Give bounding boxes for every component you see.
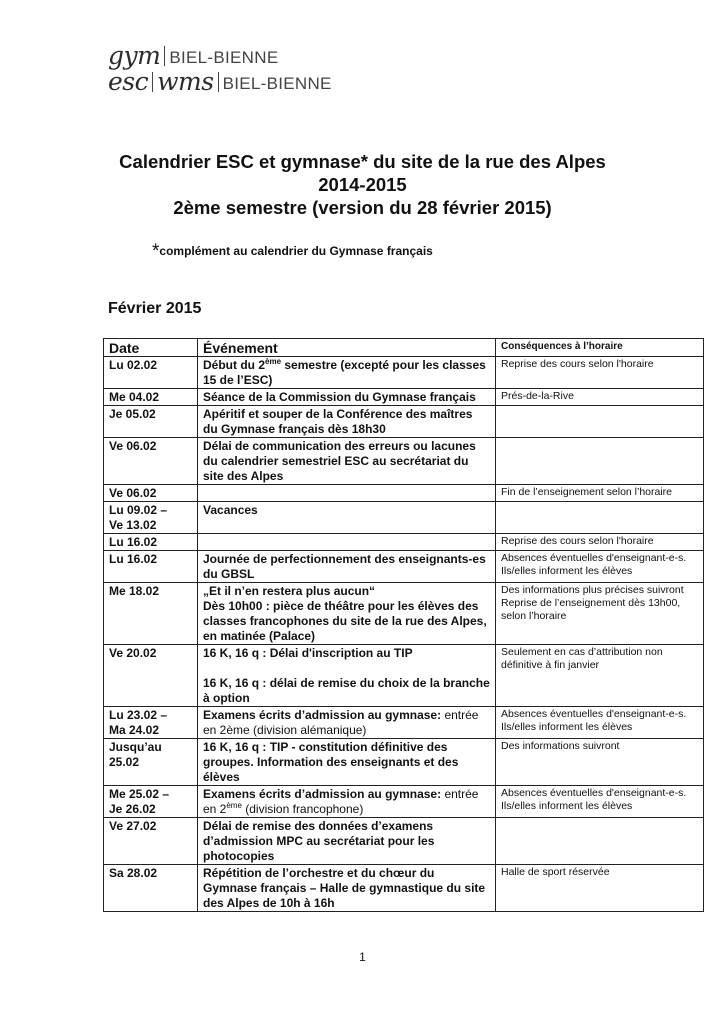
consequence-cell: Absences éventuelles d'enseignant-e-s. Ils/elles informent les élèves [496, 551, 704, 583]
consequence-cell [496, 438, 704, 485]
date-cell: Ve 20.02 [104, 645, 198, 707]
table-row [104, 645, 704, 707]
event-cell: Délai de remise des données d’examens d’admission MPC au secrétariat pour les photocopies [198, 818, 496, 865]
calendar-table [103, 338, 704, 912]
date-cell: Me 04.02 [104, 389, 198, 406]
consequence-cell: Des informations plus précises suivront Reprise de l’enseignement dès 13h00, selon l’horaire [496, 583, 704, 645]
logo-gym-script: gym [108, 41, 161, 70]
date-cell: Lu 16.02 [104, 551, 198, 583]
footnote-text: complément au calendrier du Gymnase français [159, 244, 433, 258]
event-cell [198, 534, 496, 551]
date-cell: Me 25.02 – Je 26.02 [104, 786, 198, 818]
school-logo [108, 42, 332, 94]
month-heading: Février 2015 [108, 300, 202, 317]
logo-gym-text: BIEL-BIENNE [169, 48, 279, 67]
table-row [104, 865, 704, 912]
date-cell: Lu 16.02 [104, 534, 198, 551]
table-header-row [104, 339, 704, 357]
consequence-cell: Reprise des cours selon l'horaire [496, 357, 704, 389]
header-consequences: Conséquences à l’horaire [496, 339, 704, 357]
event-cell: Journée de perfectionnement des enseignants-es du GBSL [198, 551, 496, 583]
table-row [104, 739, 704, 786]
event-cell: Examens écrits d’admission au gymnase: entrée en 2ème (division alémanique) [198, 707, 496, 739]
event-cell: Examens écrits d’admission au gymnase: entrée en 2ème (division francophone) [198, 786, 496, 818]
consequence-cell: Reprise des cours selon l'horaire [496, 534, 704, 551]
table-row [104, 438, 704, 485]
footnote-star: * [152, 241, 160, 262]
date-cell: Jusqu’au 25.02 [104, 739, 198, 786]
table-row [104, 406, 704, 438]
logo-row-esc [108, 68, 332, 94]
event-cell: Vacances [198, 502, 496, 534]
header-date: Date [104, 339, 198, 357]
consequence-cell [496, 818, 704, 865]
date-cell: Ve 06.02 [104, 438, 198, 485]
event-cell: 16 K, 16 q : TIP - constitution définitive des groupes. Information des enseignants et des élèves [198, 739, 496, 786]
table-row [104, 707, 704, 739]
event-cell: Séance de la Commission du Gymnase français [198, 389, 496, 406]
consequence-cell: Seulement en cas d’attribution non définitive à fin janvier [496, 645, 704, 707]
table-row [104, 786, 704, 818]
date-cell: Lu 23.02 – Ma 24.02 [104, 707, 198, 739]
table-row [104, 485, 704, 502]
date-cell: Me 18.02 [104, 583, 198, 645]
consequence-cell [496, 406, 704, 438]
event-cell: 16 K, 16 q : Délai d'inscription au TIP 16 K, 16 q : délai de remise du choix de la branche à option [198, 645, 496, 707]
consequence-cell: Fin de l’enseignement selon l’horaire [496, 485, 704, 502]
event-cell: „Et il n’en restera plus aucun“ Dès 10h00 : pièce de théâtre pour les élèves des classes francophones du site de la rue des Alpes, en matinée (Palace) [198, 583, 496, 645]
page-number: 1 [359, 950, 366, 964]
table-row [104, 583, 704, 645]
table-row [104, 357, 704, 389]
logo-esc-text: BIEL-BIENNE [222, 74, 332, 93]
consequence-cell: Des informations suivront [496, 739, 704, 786]
logo-row-gym [108, 42, 332, 68]
event-cell: Délai de communication des erreurs ou lacunes du calendrier semestriel ESC au secrétariat du site des Alpes [198, 438, 496, 485]
logo-divider [152, 72, 153, 92]
consequence-cell [496, 502, 704, 534]
logo-wms-script: wms [157, 67, 214, 96]
logo-divider [218, 72, 219, 92]
date-cell: Lu 02.02 [104, 357, 198, 389]
consequence-cell: Absences éventuelles d'enseignant-e-s. Ils/elles informent les élèves [496, 786, 704, 818]
header-event: Événement [198, 339, 496, 357]
event-cell: Début du 2ème semestre (excepté pour les classes 15 de l’ESC) [198, 357, 496, 389]
event-cell [198, 485, 496, 502]
consequence-cell: Halle de sport réservée [496, 865, 704, 912]
date-cell: Sa 28.02 [104, 865, 198, 912]
event-cell: Apéritif et souper de la Conférence des maîtres du Gymnase français dès 18h30 [198, 406, 496, 438]
date-cell: Ve 06.02 [104, 485, 198, 502]
logo-divider [164, 46, 165, 66]
table-row [104, 502, 704, 534]
title-line-1: Calendrier ESC et gymnase* du site de la rue des Alpes [119, 151, 606, 172]
date-cell: Je 05.02 [104, 406, 198, 438]
document-title [0, 150, 725, 219]
table-row [104, 818, 704, 865]
footnote [152, 241, 433, 263]
consequence-cell: Absences éventuelles d'enseignant-e-s. Ils/elles informent les élèves [496, 707, 704, 739]
date-cell: Lu 09.02 – Ve 13.02 [104, 502, 198, 534]
title-line-2: 2014-2015 [318, 174, 407, 195]
consequence-cell: Prés-de-la-Rive [496, 389, 704, 406]
logo-esc-script: esc [108, 67, 149, 96]
table-row [104, 534, 704, 551]
title-line-3: 2ème semestre (version du 28 février 2015) [173, 197, 552, 218]
event-cell: Répétition de l’orchestre et du chœur du Gymnase français – Halle de gymnastique du site des Alpes de 10h à 16h [198, 865, 496, 912]
table-row [104, 551, 704, 583]
table-row [104, 389, 704, 406]
date-cell: Ve 27.02 [104, 818, 198, 865]
